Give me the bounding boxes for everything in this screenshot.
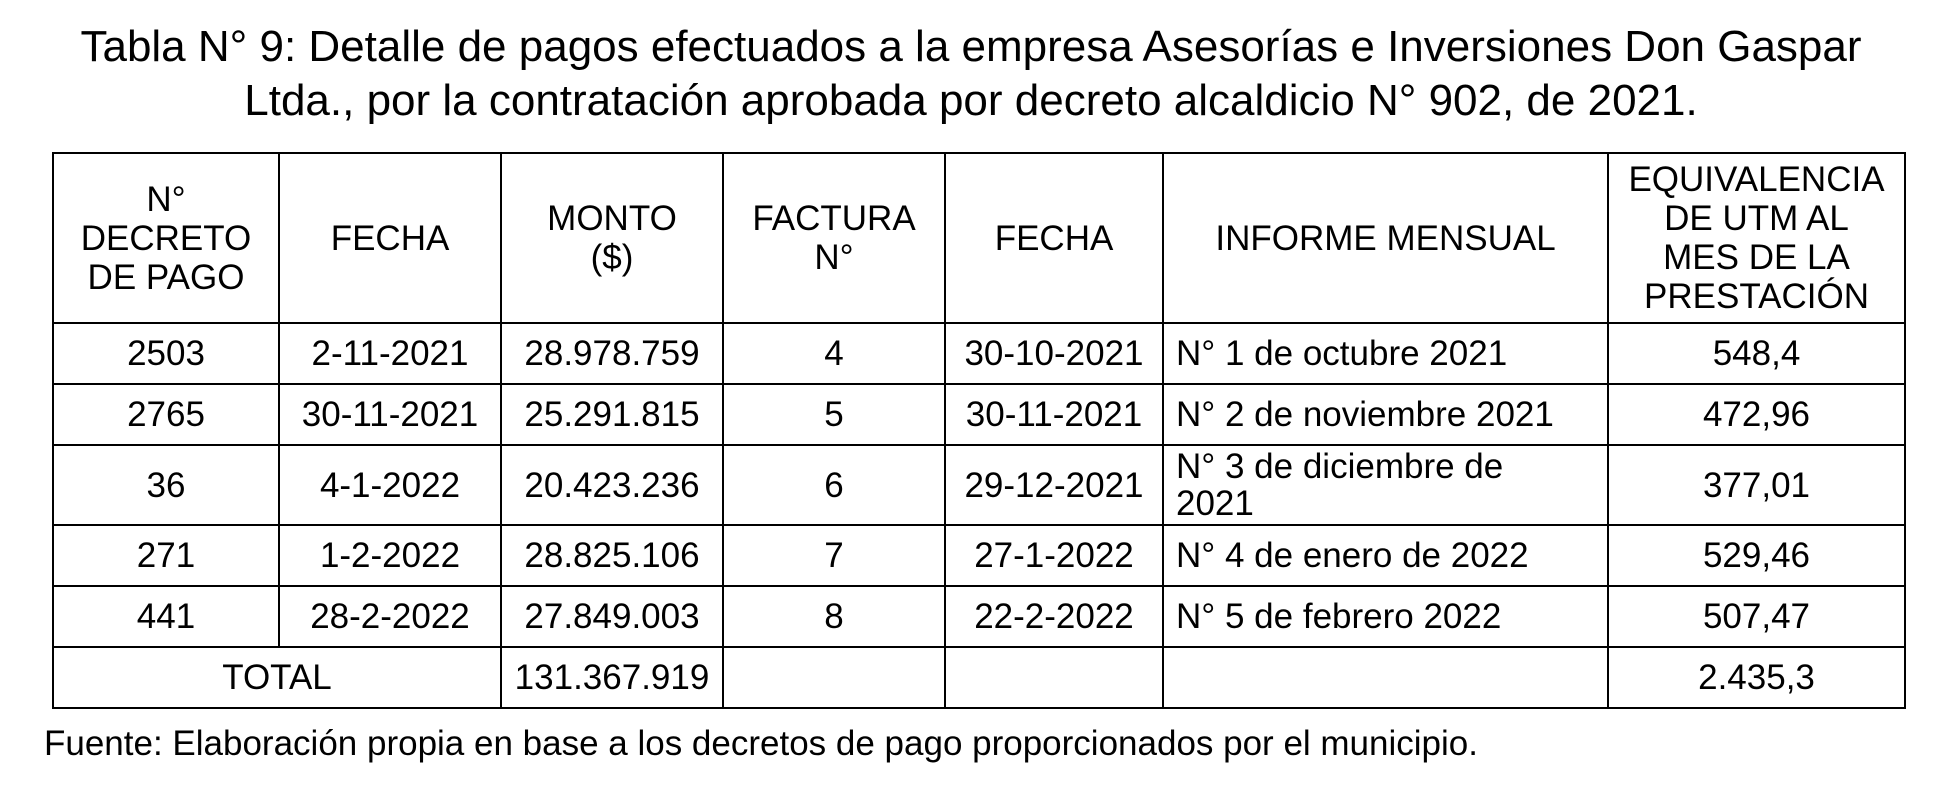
total-fecha-empty <box>945 647 1163 708</box>
cell-factura: 4 <box>723 323 945 384</box>
cell-decreto: 36 <box>53 445 279 525</box>
cell-decreto: 271 <box>53 525 279 586</box>
cell-factura: 7 <box>723 525 945 586</box>
title-line-2: Ltda., por la contratación aprobada por decreto alcaldicio N° 902, de 2021. <box>244 76 1698 125</box>
cell-informe: N° 3 de diciembre de 2021 <box>1163 445 1608 525</box>
cell-utm: 548,4 <box>1608 323 1905 384</box>
total-row <box>53 647 1905 708</box>
cell-monto: 25.291.815 <box>501 384 723 445</box>
cell-factura: 8 <box>723 586 945 647</box>
table-row <box>53 586 1905 647</box>
cell-decreto: 2765 <box>53 384 279 445</box>
table-row <box>53 384 1905 445</box>
cell-utm: 472,96 <box>1608 384 1905 445</box>
cell-monto: 20.423.236 <box>501 445 723 525</box>
cell-fecha-factura: 22-2-2022 <box>945 586 1163 647</box>
table-row <box>53 525 1905 586</box>
cell-fecha-pago: 30-11-2021 <box>279 384 501 445</box>
total-monto: 131.367.919 <box>501 647 723 708</box>
header-factura: FACTURA N° <box>723 153 945 323</box>
cell-fecha-pago: 2-11-2021 <box>279 323 501 384</box>
cell-informe: N° 1 de octubre 2021 <box>1163 323 1608 384</box>
cell-utm: 507,47 <box>1608 586 1905 647</box>
cell-decreto: 2503 <box>53 323 279 384</box>
total-utm: 2.435,3 <box>1608 647 1905 708</box>
table-title <box>0 20 1942 128</box>
total-informe-empty <box>1163 647 1608 708</box>
table-row <box>53 323 1905 384</box>
total-factura-empty <box>723 647 945 708</box>
cell-fecha-factura: 29-12-2021 <box>945 445 1163 525</box>
payments-table <box>52 152 1906 709</box>
cell-factura: 5 <box>723 384 945 445</box>
header-decreto: N° DECRETO DE PAGO <box>53 153 279 323</box>
source-note: Fuente: Elaboración propia en base a los decretos de pago proporcionados por el municipio. <box>44 724 1478 763</box>
header-fecha-factura: FECHA <box>945 153 1163 323</box>
cell-utm: 529,46 <box>1608 525 1905 586</box>
cell-informe: N° 5 de febrero 2022 <box>1163 586 1608 647</box>
cell-monto: 28.978.759 <box>501 323 723 384</box>
header-utm: EQUIVALENCIA DE UTM AL MES DE LA PRESTACIÓN <box>1608 153 1905 323</box>
cell-fecha-factura: 30-10-2021 <box>945 323 1163 384</box>
total-label: TOTAL <box>53 647 501 708</box>
cell-fecha-pago: 1-2-2022 <box>279 525 501 586</box>
cell-fecha-factura: 27-1-2022 <box>945 525 1163 586</box>
header-informe: INFORME MENSUAL <box>1163 153 1608 323</box>
cell-fecha-factura: 30-11-2021 <box>945 384 1163 445</box>
header-row <box>53 153 1905 323</box>
table-row <box>53 445 1905 525</box>
cell-factura: 6 <box>723 445 945 525</box>
cell-fecha-pago: 28-2-2022 <box>279 586 501 647</box>
cell-fecha-pago: 4-1-2022 <box>279 445 501 525</box>
header-fecha-pago: FECHA <box>279 153 501 323</box>
title-line-1: Tabla N° 9: Detalle de pagos efectuados a la empresa Asesorías e Inversiones Don Gaspar <box>80 22 1862 71</box>
header-monto: MONTO ($) <box>501 153 723 323</box>
cell-utm: 377,01 <box>1608 445 1905 525</box>
cell-monto: 28.825.106 <box>501 525 723 586</box>
cell-informe: N° 4 de enero de 2022 <box>1163 525 1608 586</box>
cell-informe: N° 2 de noviembre 2021 <box>1163 384 1608 445</box>
cell-decreto: 441 <box>53 586 279 647</box>
cell-monto: 27.849.003 <box>501 586 723 647</box>
